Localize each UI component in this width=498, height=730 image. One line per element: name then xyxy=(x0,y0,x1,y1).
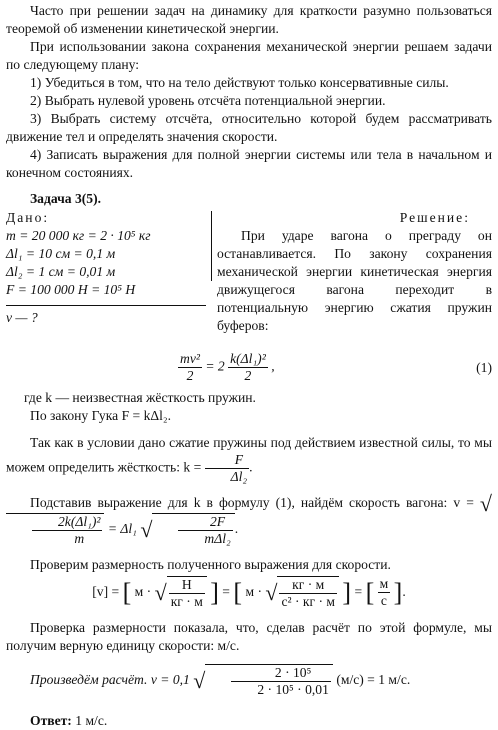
calculation-line: Произведём расчёт. v = 0,1 √ $\frac{\text{2 · 10⁵}}{\text{2 · 10⁵ · 0,01}}$ (м/с) = 1 м/с. xyxy=(30,664,411,697)
textbook-page xyxy=(6,2,492,730)
given-divider xyxy=(211,211,212,281)
dimension-formula: [v] = [ м · √ $\frac{Н}{кг \cdot м}$ ] = [ м · √ $\frac{кг \cdot м}{\text{с² · кг · м}}$ ] = [ $\frac{м}{с}$ ]. xyxy=(92,576,406,609)
task-title: Задача 3(5). xyxy=(30,191,102,206)
v-root-2: $\frac{2F}{\text{mΔl₂}}$ xyxy=(152,513,234,547)
task-layout xyxy=(6,209,492,351)
stiffness-paragraph: Так как в условии дано сжатие пружины под действием известной силы, то мы можем определить жёсткость: k = $\frac{F}{\text{Δl₂}}$ . xyxy=(6,435,492,484)
given-dl2: Δl₂ = 1 см = 0,01 м xyxy=(6,264,116,279)
solution-text: При ударе вагона о преграду он останавливается. По закону сохранения механической энергии кинетическая энергия движущегося вагона переходит в потенциальную энергию сжатия пружин буферов: xyxy=(217,228,492,333)
plan-step-1: 1) Убедиться в том, что на тело действуют только консервативные силы. xyxy=(30,75,449,90)
dimension-check: Проверка размерности показала, что, сделав расчёт по этой формуле, мы получим верную единицу скорости: м/с. xyxy=(6,619,492,653)
speed-paragraph: Подставив выражение для k в формулу (1), найдём скорость вагона: v = √ $\frac{\text{2k(Δl₁)²}}{m}$ = Δl₁ √ $\frac{2F}{\text{mΔl₂}}$ . xyxy=(6,494,492,547)
answer-line xyxy=(6,712,492,730)
eq1-left-fraction: $\frac{\text{mv²}}{2}$ xyxy=(180,351,200,383)
find-line: v — ? xyxy=(6,305,206,327)
given-force: F = 100 000 Н = 10⁵ Н xyxy=(6,282,136,297)
answer-value: 1 м/с. xyxy=(75,712,108,728)
equation-1: $\frac{\text{mv²}}{2}$ = 2 $\frac{\text{k(Δl₁)²}}{2}$ , (1) xyxy=(180,351,492,383)
hooke-line: По закону Гука F = kΔl₂. xyxy=(30,408,172,423)
plan-step-2: 2) Выбрать нулевой уровень отсчёта потенциальной энергии. xyxy=(30,93,386,108)
given-mass: m = 20 000 кг = 2 · 10⁵ кг xyxy=(6,228,151,243)
intro-paragraph-1: Часто при решении задач на динамику для краткости разумно пользоваться теоремой об изменении кинетической энергии. xyxy=(6,3,492,36)
v-root-1: $\frac{\text{2k(Δl₁)²}}{m}$ xyxy=(6,513,104,547)
given-title: Дано: xyxy=(6,210,50,225)
given-dl1: Δl₁ = 10 см = 0,1 м xyxy=(6,246,116,261)
dimension-intro: Проверим размерность полученного выражения для скорости. xyxy=(30,556,391,572)
eq1-right-fraction: $\frac{\text{k(Δl₁)²}}{2}$ xyxy=(230,351,266,383)
given-block xyxy=(6,209,204,327)
k-fraction: $\frac{F}{\text{Δl₂}}$ xyxy=(205,452,249,485)
plan-step-4: 4) Записать выражения для полной энергии системы или тела в начальном и конечном состояниях. xyxy=(6,147,492,180)
where-line: где k — неизвестная жёсткость пружин. xyxy=(24,390,256,405)
solution-block xyxy=(217,209,492,335)
plan-step-3: 3) Выбрать систему отсчёта, относительно которой будем рассматривать движение тел и определять значения скорости. xyxy=(6,111,492,144)
answer-label: Ответ: xyxy=(30,712,72,728)
equation-number: (1) xyxy=(476,360,492,375)
intro-paragraph-2: При использовании закона сохранения механической энергии решаем задачи по следующему плану: xyxy=(6,39,492,72)
solution-title: Решение: xyxy=(399,210,470,225)
